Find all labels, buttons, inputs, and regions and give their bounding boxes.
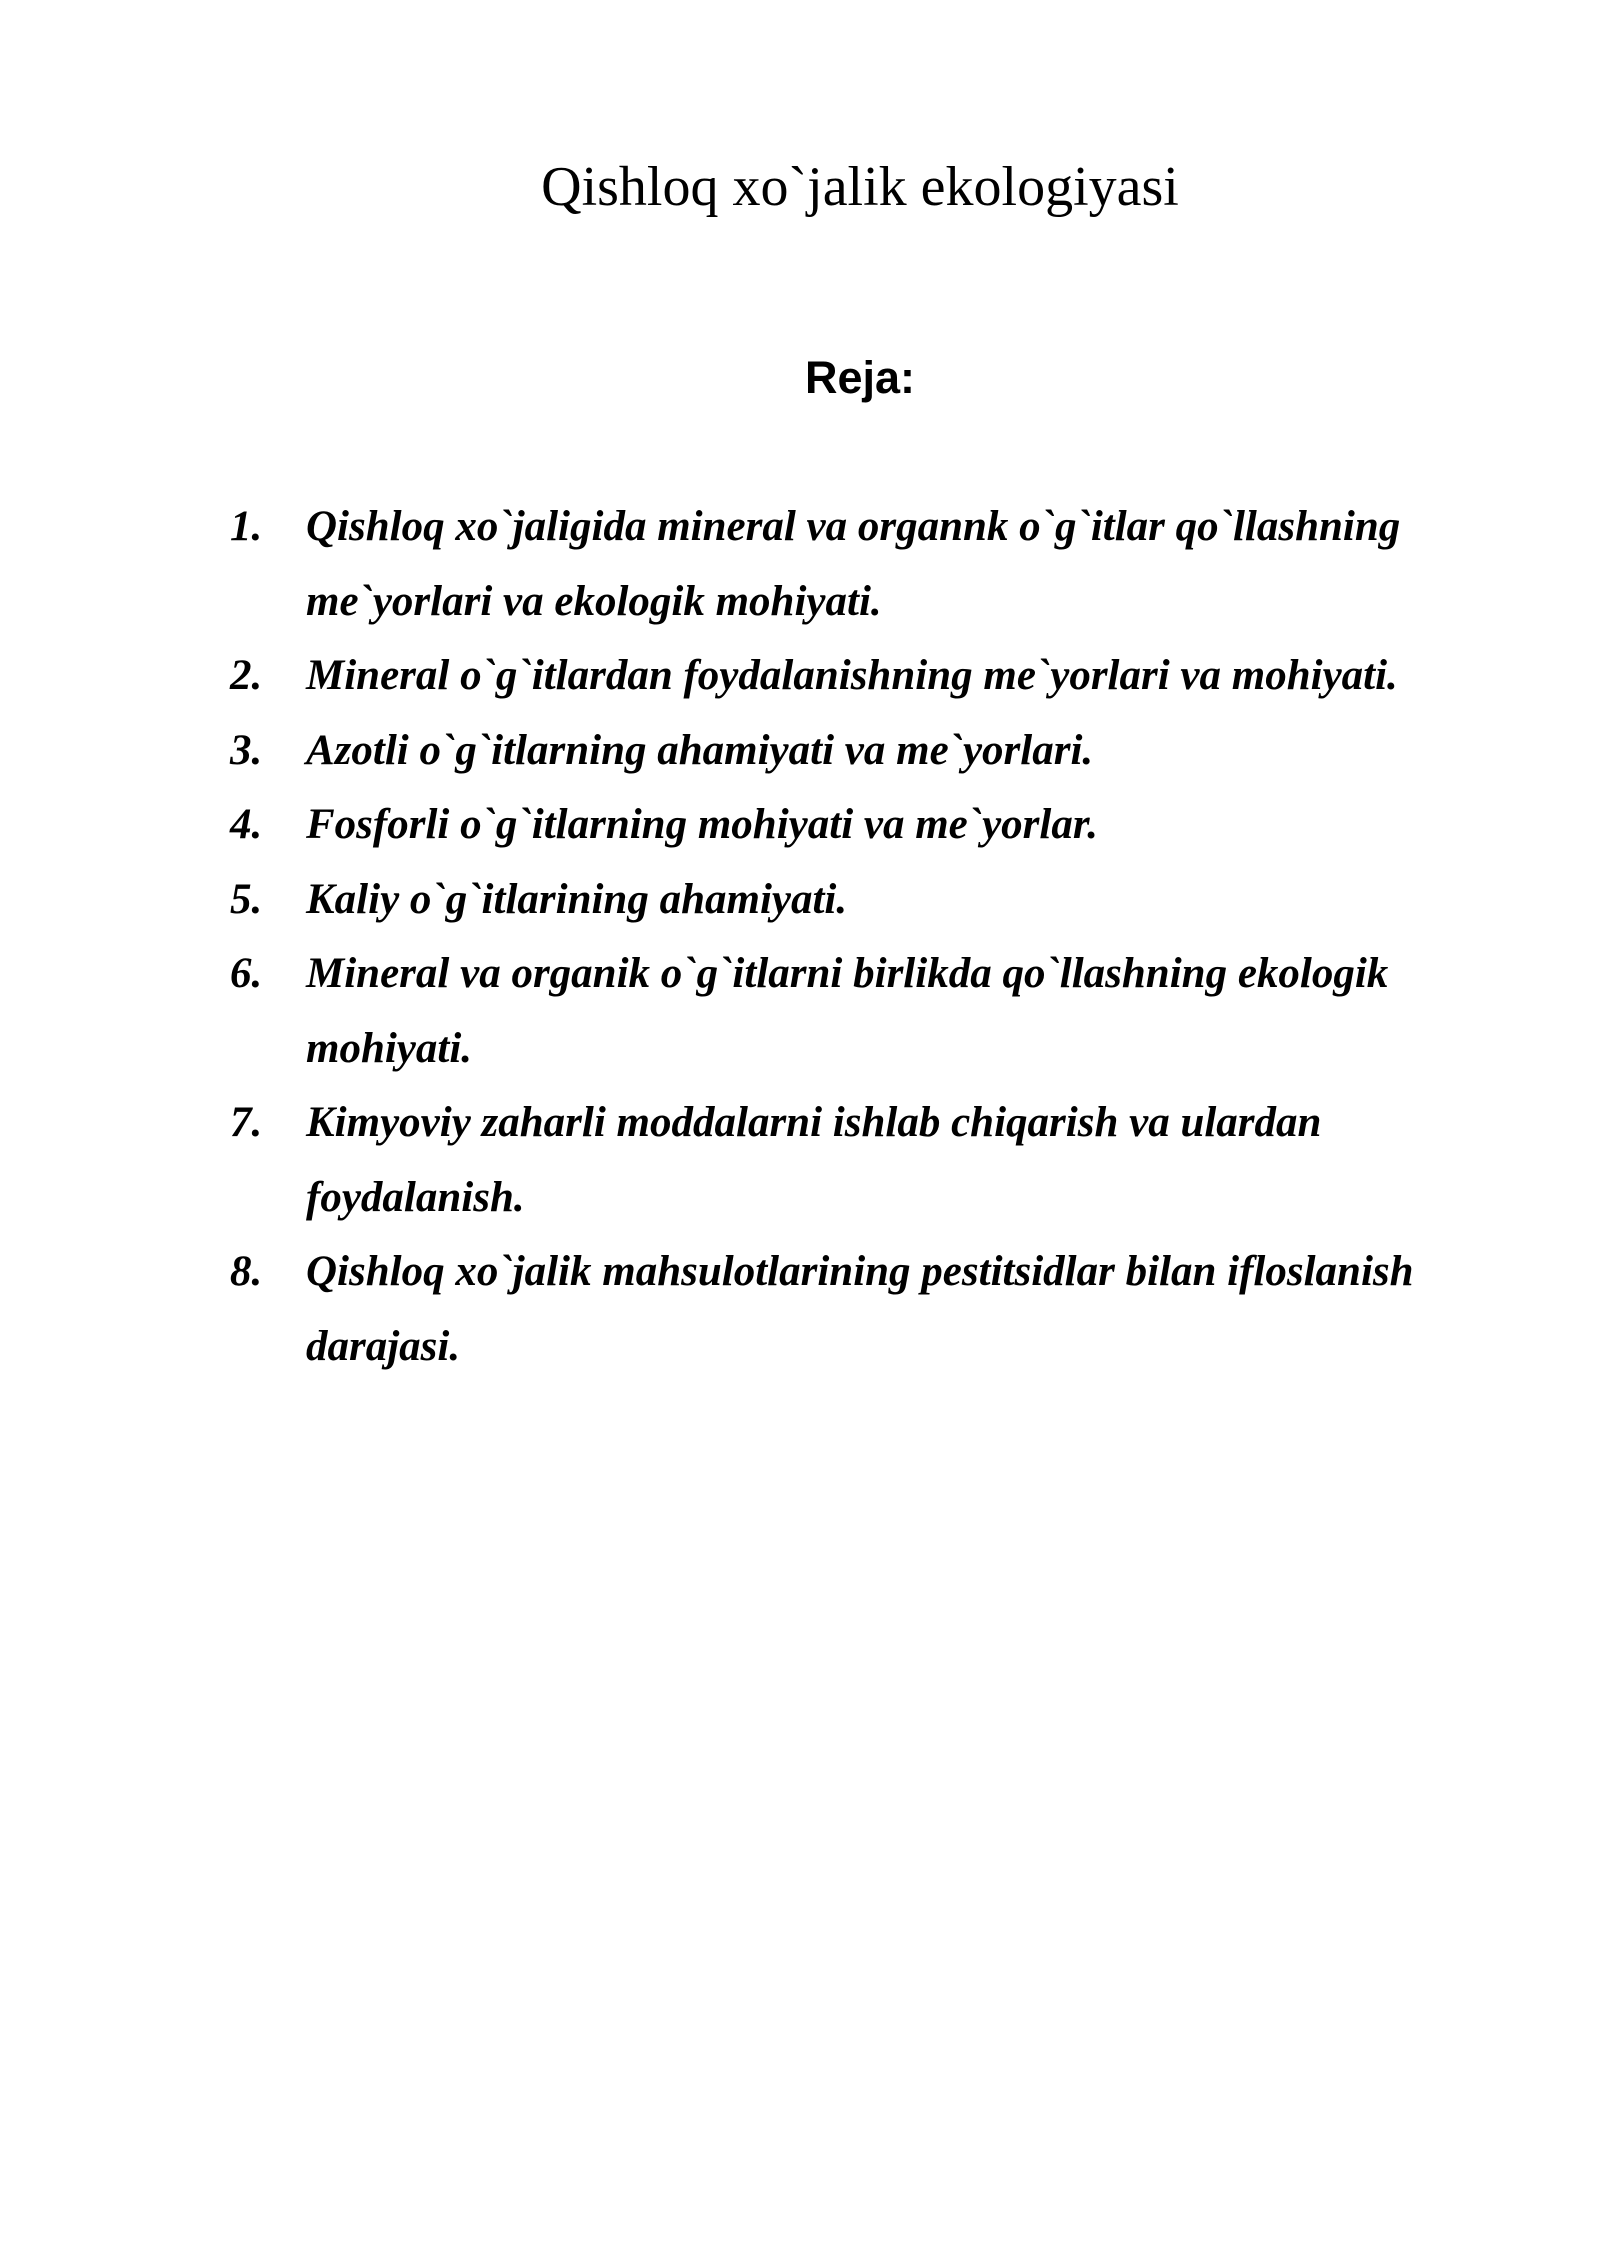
plan-item-number: 8. <box>230 1248 263 1295</box>
plan-item <box>230 1235 1480 1384</box>
plan-item-text: Qishloq xo`jaligida mineral va organnk o`g`itlar qo`llashning me`yorlari va ekologik mohiyati. <box>306 503 1401 625</box>
plan-item <box>230 788 1480 863</box>
plan-item-number: 7. <box>230 1099 263 1146</box>
plan-item-text: Kimyoviy zaharli moddalarni ishlab chiqarish va ulardan foydalanish. <box>306 1099 1322 1221</box>
plan-list <box>230 490 1480 1384</box>
plan-item <box>230 490 1480 639</box>
plan-heading: Reja: <box>804 352 916 403</box>
plan-item-text: Azotli o`g`itlarning ahamiyati va me`yorlari. <box>306 726 1094 774</box>
plan-item-text: Qishloq xo`jalik mahsulotlarining pestitsidlar bilan ifloslanish darajasi. <box>306 1248 1414 1370</box>
document-title: Qishloq xo`jalik ekologiyasi <box>541 156 1179 218</box>
plan-item-number: 6. <box>230 950 263 997</box>
plan-item-number: 4. <box>230 801 263 848</box>
plan-item-number: 5. <box>230 875 263 923</box>
plan-item <box>230 1086 1480 1235</box>
plan-item-number: 2. <box>230 652 263 699</box>
plan-item-number: 1. <box>230 503 263 550</box>
plan-item <box>230 639 1480 714</box>
plan-item-text: Mineral va organik o`g`itlarni birlikda qo`llashning ekologik mohiyati. <box>306 950 1389 1072</box>
plan-item <box>230 937 1480 1086</box>
plan-item-text: Fosforli o`g`itlarning mohiyati va me`yorlar. <box>306 801 1098 848</box>
plan-item-text: Mineral o`g`itlardan foydalanishning me`yorlari va mohiyati. <box>306 652 1398 699</box>
plan-item <box>230 863 1480 938</box>
plan-item <box>230 714 1480 789</box>
plan-item-number: 3. <box>230 726 263 774</box>
plan-item-text: Kaliy o`g`itlarining ahamiyati. <box>306 875 848 923</box>
